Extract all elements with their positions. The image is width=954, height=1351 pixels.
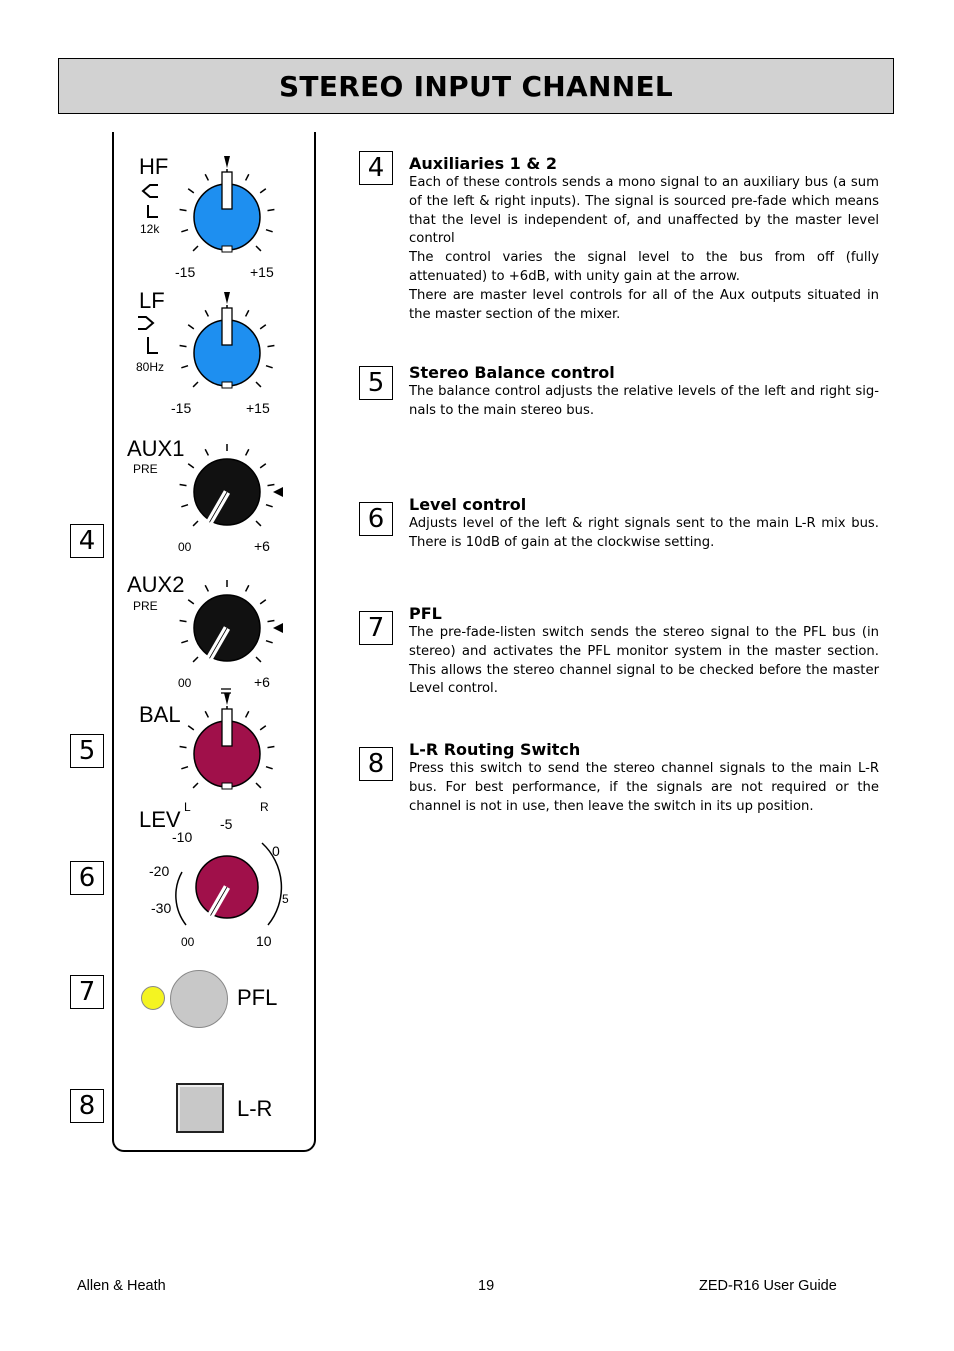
knob-tick: [266, 505, 273, 507]
knob-tick: [193, 246, 198, 251]
lev-scale-zero: 0: [272, 843, 280, 859]
section-paragraph: The pre-fade-listen switch sends the stereo signal to the PFL bus (in stereo) and activates the PFL monitor system in the master section. This allows the stereo channel signal to be checked before the master Level control.: [409, 625, 879, 697]
lf-corner-icon: [148, 337, 158, 353]
knob-tick: [260, 464, 266, 468]
knob-bottom-mark: [222, 382, 232, 388]
knob-tick: [205, 310, 208, 316]
section-heading: L-R Routing Switch: [409, 740, 581, 759]
knob-tick: [180, 746, 187, 747]
footer-right: ZED-R16 User Guide: [699, 1278, 837, 1294]
aux1-label: AUX1: [127, 436, 185, 461]
section-pfl: [409, 604, 879, 699]
section-heading: PFL: [409, 604, 442, 623]
knob-pointer: [222, 308, 232, 345]
knob-tick: [246, 174, 249, 180]
hf-min-label: -15: [175, 264, 196, 280]
knob-tick: [180, 209, 187, 210]
page-title: STEREO INPUT CHANNEL: [278, 69, 674, 103]
level-knob[interactable]: [196, 856, 258, 918]
knob-tick: [180, 345, 187, 346]
knob-tick: [266, 767, 273, 769]
knob-tick: [205, 711, 208, 717]
knob-tick: [181, 230, 188, 232]
knob-tick: [180, 620, 187, 621]
lf-knob[interactable]: [180, 292, 275, 388]
pfl-label: PFL: [237, 985, 278, 1010]
pfl-led: [141, 986, 165, 1010]
aux1-min-label: 00: [178, 540, 192, 554]
aux2-min-label: 00: [178, 676, 192, 690]
knob-pointer: [222, 172, 232, 209]
knob-tick: [246, 310, 249, 316]
bal-left-label: L: [184, 800, 191, 814]
lf-label: LF: [139, 288, 165, 313]
lr-label: L-R: [237, 1096, 273, 1121]
side-number-5: 5: [70, 734, 104, 768]
lev-label: LEV: [139, 807, 181, 832]
section-paragraph: There are master level controls for all of the Aux outputs situated in the master section of the mixer.: [409, 287, 879, 322]
knob-bottom-mark: [222, 783, 232, 789]
bal-right-label: R: [260, 800, 269, 814]
section-balance: [409, 363, 879, 421]
knob-arrow: [224, 156, 230, 168]
lr-routing-switch[interactable]: [176, 1083, 224, 1133]
section-auxiliaries: [409, 154, 879, 324]
knob-tick: [266, 641, 273, 643]
knob-tick: [256, 246, 261, 251]
section-level: [409, 495, 879, 553]
knob-tick: [246, 585, 249, 591]
knob-tick: [205, 174, 208, 180]
aux2-knob[interactable]: [180, 580, 283, 662]
section-heading: Auxiliaries 1 & 2: [409, 154, 558, 173]
side-number-6: 6: [70, 861, 104, 895]
knob-tick: [188, 600, 194, 604]
knob-tick: [193, 657, 198, 662]
section-paragraph: Each of these controls sends a mono signal to an auxiliary bus (a sum of the left & right inputs). The signal is sourced pre-fade which means that the level is independent of, and unaffected by the master level control: [409, 175, 879, 247]
lf-freq-label: 80Hz: [136, 360, 165, 374]
knob-tick: [181, 366, 188, 368]
knob-tick: [267, 746, 274, 747]
lev-scale-ten: 10: [256, 933, 272, 949]
knob-arrow: [224, 292, 230, 304]
knob-arrow: [224, 693, 230, 705]
knob-tick: [181, 505, 188, 507]
section-paragraph: The balance control adjusts the relative levels of the left and right sig-nals to the main stereo bus.: [409, 384, 879, 418]
knob-tick: [256, 783, 261, 788]
knob-tick: [188, 189, 194, 193]
lev-scale-m10: -10: [172, 829, 193, 845]
hf-corner-icon: [148, 205, 158, 217]
aux1-knob[interactable]: [180, 444, 283, 526]
footer-page-number: 19: [478, 1278, 495, 1294]
hf-shelf-icon: [143, 185, 158, 197]
section-number-7: 7: [359, 611, 393, 645]
aux2-label: AUX2: [127, 572, 185, 597]
knob-tick: [181, 641, 188, 643]
aux1-pre-label: PRE: [133, 462, 158, 476]
knob-tick: [193, 783, 198, 788]
lev-scale-inf: 00: [181, 935, 195, 949]
section-number-4: 4: [359, 151, 393, 185]
knob-tick: [260, 600, 266, 604]
aux1-max-label: +6: [254, 538, 270, 554]
knob-tick: [188, 726, 194, 730]
knob-tick: [267, 345, 274, 346]
knob-tick: [256, 382, 261, 387]
bal-label: BAL: [139, 702, 181, 727]
hf-freq-label: 12k: [140, 222, 160, 236]
knob-tick: [256, 521, 261, 526]
lf-min-label: -15: [171, 400, 192, 416]
lf-max-label: +15: [246, 400, 270, 416]
knob-tick: [205, 449, 208, 455]
aux2-pre-label: PRE: [133, 599, 158, 613]
section-number-6: 6: [359, 502, 393, 536]
lev-scale-m30: -30: [151, 900, 172, 916]
hf-knob[interactable]: [180, 156, 275, 252]
knob-bottom-mark: [222, 246, 232, 252]
aux2-max-label: +6: [254, 674, 270, 690]
knob-tick: [256, 657, 261, 662]
unity-arrow: [273, 487, 283, 497]
side-number-7: 7: [70, 975, 104, 1009]
section-number-5: 5: [359, 366, 393, 400]
knob-tick: [267, 209, 274, 210]
knob-tick: [266, 230, 273, 232]
unity-arrow: [273, 623, 283, 633]
side-number-4: 4: [70, 524, 104, 558]
knob-tick: [188, 325, 194, 329]
knob-tick: [267, 620, 274, 621]
knob-tick: [193, 521, 198, 526]
section-lr-routing: [409, 740, 879, 816]
knob-tick: [246, 449, 249, 455]
knob-tick: [260, 726, 266, 730]
knob-tick: [260, 325, 266, 329]
hf-label: HF: [139, 154, 169, 179]
side-number-8: 8: [70, 1089, 104, 1123]
knob-tick: [246, 711, 249, 717]
lev-scale-m5: -5: [220, 816, 233, 832]
level-arc-left: [176, 872, 186, 925]
lev-scale-five: 5: [282, 892, 289, 906]
knob-tick: [188, 464, 194, 468]
knob-tick: [205, 585, 208, 591]
knob-pointer: [222, 709, 232, 746]
lf-shelf-icon: [138, 317, 153, 329]
knob-tick: [193, 382, 198, 387]
section-paragraph: The control varies the signal level to the bus from off (fully attenuated) to +6dB, with unity gain at the arrow.: [409, 250, 879, 284]
section-heading: Stereo Balance control: [409, 363, 615, 382]
section-paragraph: Adjusts level of the left & right signals sent to the main L-R mix bus. There is 10dB of gain at the clockwise setting.: [409, 516, 879, 550]
section-paragraph: Press this switch to send the stereo channel signals to the main L-R bus. For best performance, if the signals are not required or the channel is not in use, then leave the switch in its up position.: [409, 761, 879, 814]
knob-tick: [180, 484, 187, 485]
pfl-button[interactable]: [170, 970, 228, 1028]
balance-knob[interactable]: [180, 693, 275, 789]
footer-left: Allen & Heath: [77, 1278, 166, 1294]
section-heading: Level control: [409, 495, 527, 514]
section-number-8: 8: [359, 747, 393, 781]
knob-tick: [181, 767, 188, 769]
knob-tick: [260, 189, 266, 193]
knob-tick: [266, 366, 273, 368]
hf-max-label: +15: [250, 264, 274, 280]
lev-scale-m20: -20: [149, 863, 170, 879]
knob-tick: [267, 484, 274, 485]
